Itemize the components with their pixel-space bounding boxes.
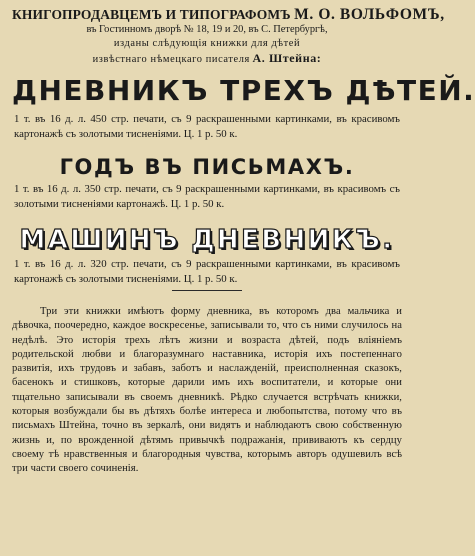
divider-rule <box>172 290 242 291</box>
book-description-three-children: 1 т. въ 16 д. л. 450 стр. печати, съ 9 раскрашенными картинками, въ красивомъ картонажѣ съ золотыми тисненіями. Ц. 1 р. 50 к. <box>14 113 400 140</box>
author-name: А. Штейна: <box>252 51 322 65</box>
publisher-name: М. О. ВОЛЬФОМЪ, <box>294 6 445 23</box>
intro-line <box>12 37 402 51</box>
body-paragraph: Три эти книжки имѣютъ форму дневника, въ которомъ два мальчика и дѣвочка, поочередно, каждое воскресенье, записывали то, что съ ними случилось на недѣлѣ. Это исторія трехъ лѣтъ жизни и возраста дѣтей, подъ вліяніемъ родительской любви и благоразумнаго наставника, исторія ихъ постепеннаго развитія, ихъ трудовъ и забавъ, заботъ и наслажденій, преисполненная сказокъ, басенокъ и стишковъ, которые дарили имъ ихъ воспитатели, и которые они тщательно записывали въ своемъ дневникѣ. Рѣдко случается встрѣчать книжки, которыя возбуждали бы въ дѣтяхъ болѣе интереса и любопытства, потому что въ письмахъ Штейна, точно въ зеркалѣ, они видятъ и наблюдаютъ свою собственную жизнь и, по врожденной дѣтямъ привычкѣ подражанія, прививаютъ къ сердцу своему тѣ нравственныя и благородныя чувства, которымъ авторъ одушевилъ всѣ три части своего сочиненія. <box>12 306 402 475</box>
book-title-three-children: ДНЕВНИКЪ ТРЕХЪ ДѢТЕЙ. <box>12 74 475 107</box>
intro-text: изданы слѣдующія книжки для дѣтей <box>113 38 301 49</box>
publisher-label: КНИГОПРОДАВЦЕМЪ И ТИПОГРАФОМЪ <box>12 7 291 22</box>
book-description-year-in-letters: 1 т. въ 16 д. л. 350 стр. печати, съ 9 раскрашенными картинками, въ красивомъ съ золотыми тисненіями картонажѣ. Ц. 1 р. 50 к. <box>14 183 400 210</box>
book-description-masha-diary: 1 т. въ 16 д. л. 320 стр. печати, съ 9 раскрашенными картинками, въ красивомъ картонажѣ съ золотыми тисненіями. Ц. 1 р. 50 к. <box>14 258 400 285</box>
author-prefix: извѣстнаго нѣмецкаго писателя <box>92 54 250 65</box>
book-title-year-in-letters: ГОДЪ ВЪ ПИСЬМАХЪ. <box>59 155 355 179</box>
publisher-address: въ Гостинномъ дворѣ № 18, 19 и 20, въ С. Петербургѣ, <box>86 24 328 35</box>
book-title-masha-diary: МАШИНЪ ДНЕВНИКЪ. <box>19 225 395 255</box>
author-line <box>12 51 402 67</box>
publisher-heading <box>12 6 445 23</box>
